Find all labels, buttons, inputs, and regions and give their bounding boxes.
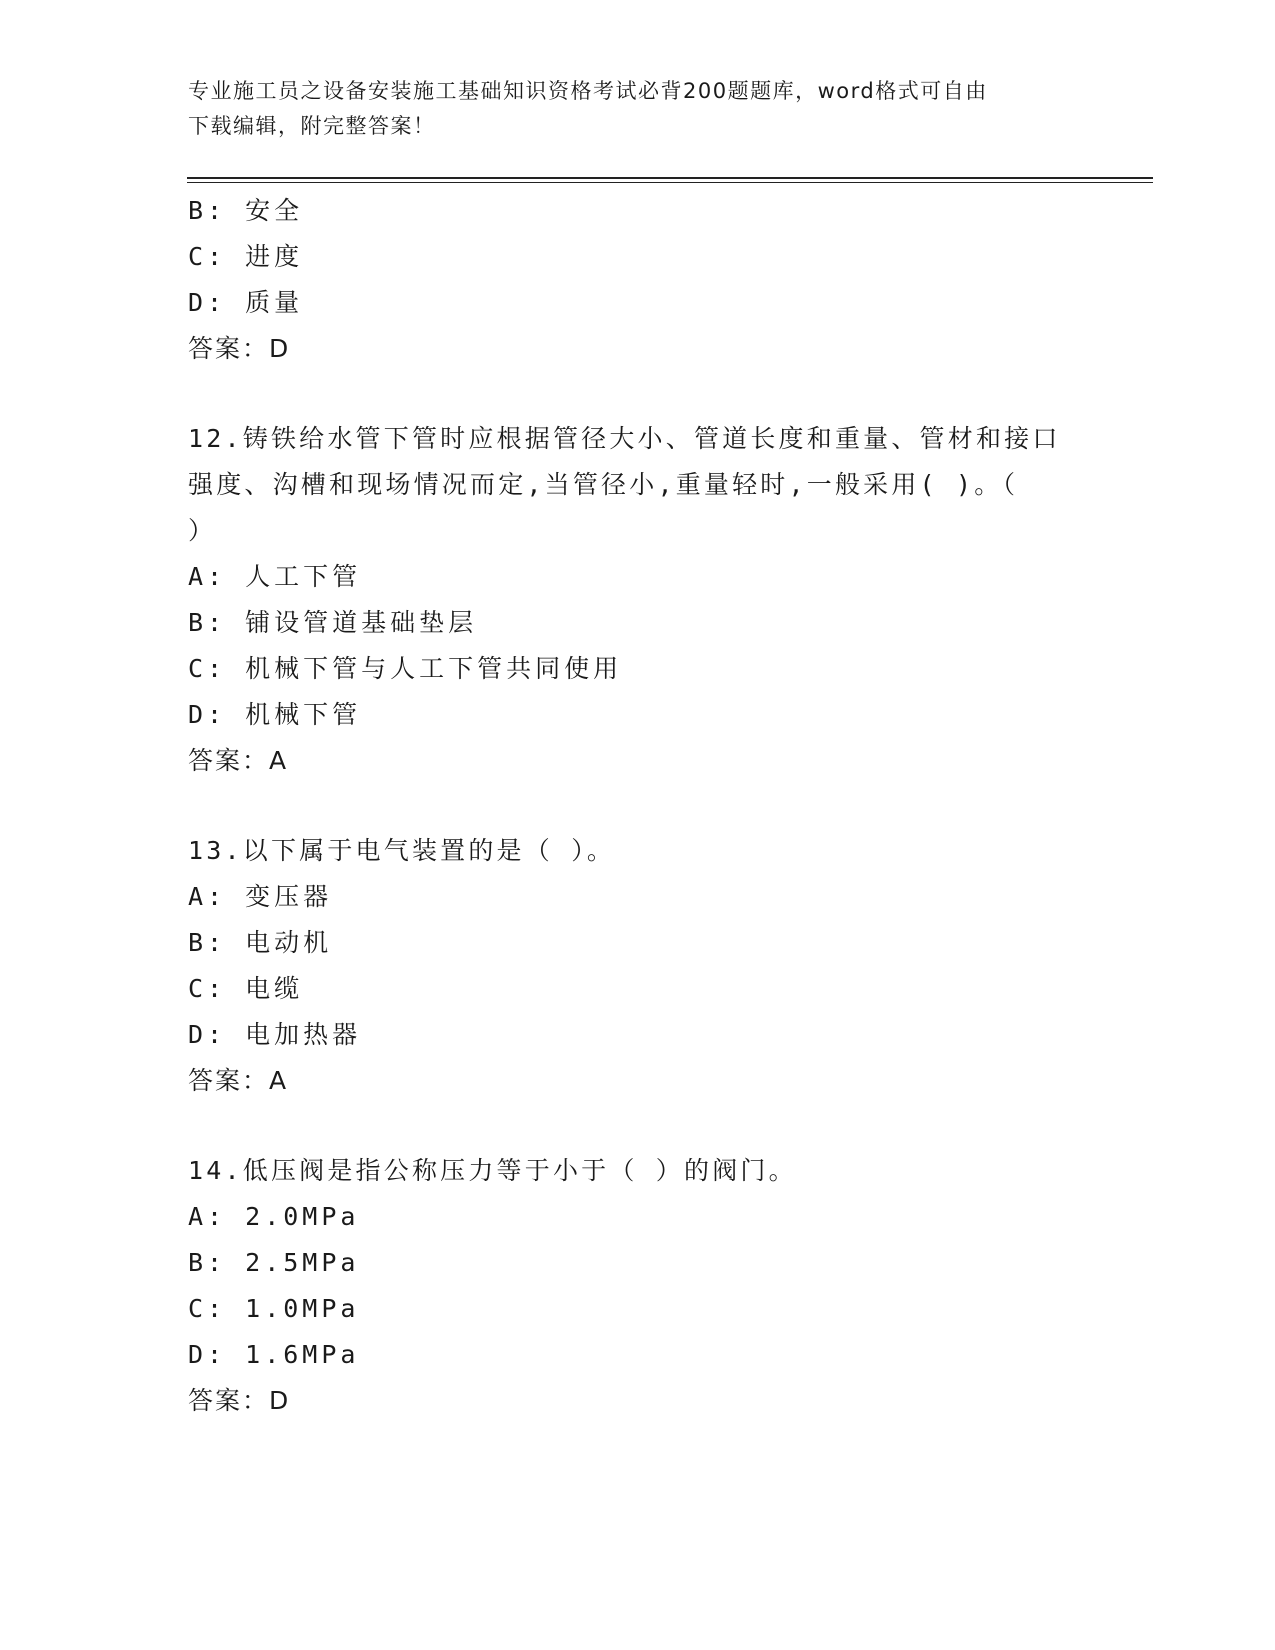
header-divider-thin (187, 182, 1153, 183)
question-list (188, 188, 1088, 1424)
option-b: B: 2.5MPa (188, 1248, 360, 1277)
answer-line: 答案：D (188, 1386, 291, 1415)
option-d: D: 电加热器 (188, 1020, 362, 1049)
option-d: D: 机械下管 (188, 700, 362, 729)
spacer (188, 784, 1088, 828)
question-line: 13.以下属于电气装置的是（ ）。 (188, 836, 616, 865)
answer-line: 答案：D (188, 334, 291, 363)
spacer (188, 1104, 1088, 1148)
question-block (188, 188, 1088, 372)
option-c: C: 电缆 (188, 974, 304, 1003)
question-line: 12.铸铁给水管下管时应根据管径大小、管道长度和重量、管材和接口 (188, 424, 1061, 453)
option-d: D: 1.6MPa (188, 1340, 360, 1369)
question-line: 强度、沟槽和现场情况而定,当管径小,重量轻时,一般采用( )。（ (188, 470, 1019, 499)
header-divider-thick (187, 177, 1153, 179)
header-line-1: 专业施工员之设备安装施工基础知识资格考试必背200题题库，word格式可自由 (188, 79, 988, 103)
header-line-2: 下载编辑，附完整答案！ (188, 114, 436, 138)
answer-line: 答案：A (188, 746, 289, 775)
question-text (188, 416, 1088, 554)
option-c: C: 进度 (188, 242, 304, 271)
question-line: 14.低压阀是指公称压力等于小于（ ）的阀门。 (188, 1156, 797, 1185)
question-block (188, 416, 1088, 784)
question-block (188, 1148, 1088, 1424)
option-b: B: 电动机 (188, 928, 333, 957)
option-a: A: 人工下管 (188, 562, 362, 591)
option-d: D: 质量 (188, 288, 304, 317)
option-a: A: 变压器 (188, 882, 333, 911)
option-c: C: 机械下管与人工下管共同使用 (188, 654, 623, 683)
option-b: B: 安全 (188, 196, 304, 225)
document-header (188, 74, 1068, 144)
question-text (188, 828, 1088, 874)
question-block (188, 828, 1088, 1104)
option-c: C: 1.0MPa (188, 1294, 360, 1323)
spacer (188, 372, 1088, 416)
question-line: ） (188, 516, 217, 545)
option-b: B: 铺设管道基础垫层 (188, 608, 478, 637)
answer-line: 答案：A (188, 1066, 289, 1095)
option-a: A: 2.0MPa (188, 1202, 360, 1231)
question-text (188, 1148, 1088, 1194)
